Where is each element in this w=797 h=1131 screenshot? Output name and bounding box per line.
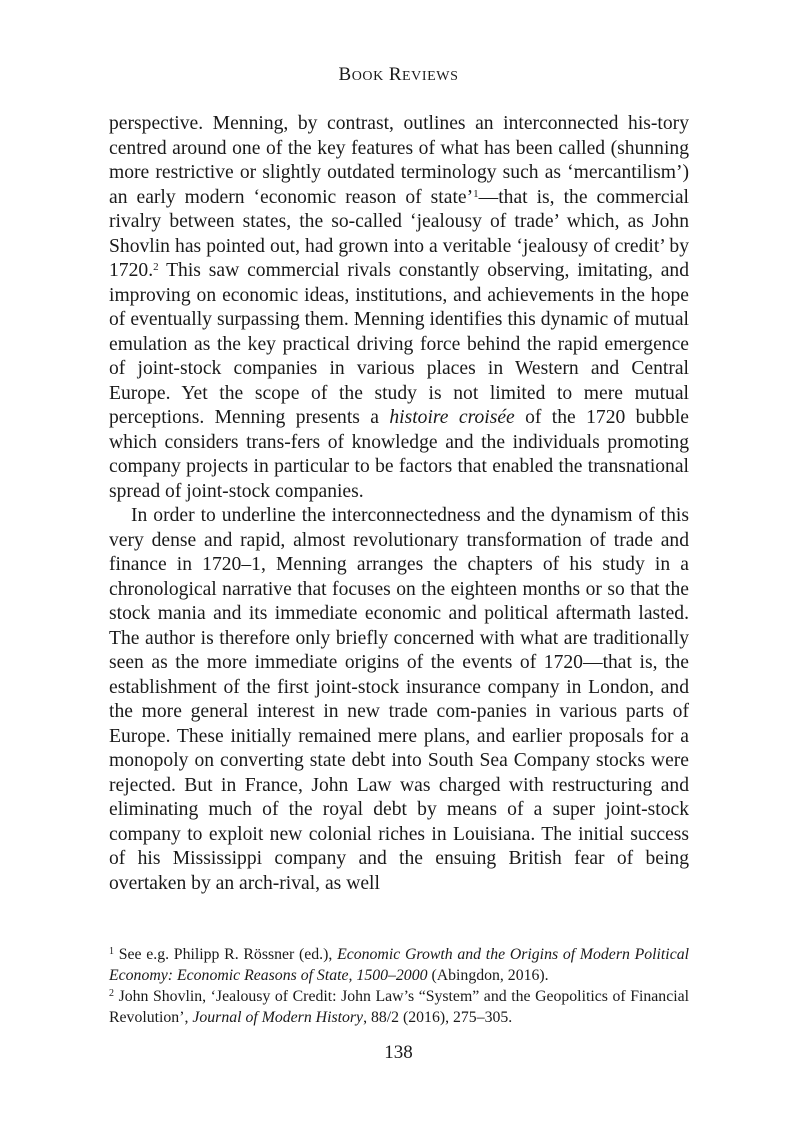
footnotes	[109, 944, 689, 1028]
footnote-number: 2	[109, 988, 114, 999]
running-head-rest: EVIEWS	[402, 69, 459, 84]
paragraph-text: of the 1720 bubble which considers trans-fers of knowledge and the individuals promoting company projects in particular to be factors that enabled the transnational spread of joint-stock companies.	[109, 407, 689, 502]
footnote-text: See e.g. Philipp R. Rössner (ed.),	[114, 946, 338, 963]
paragraph-1	[109, 112, 689, 504]
footnote-2	[109, 986, 689, 1028]
footnote-title: Economic Growth and the Origins of Modern Political Economy: Economic Reasons of State, 1500–2000	[109, 946, 689, 984]
footnote-ref-1: 1	[473, 187, 479, 200]
page-number: 138	[384, 1042, 413, 1063]
paragraph-text: perspective. Menning, by contrast, outlines an interconnected his-tory centred around one of the key features of what has been called (shunning more restrictive or slightly outdated terminology such as ‘mercantilism’) an early modern ‘economic reason of state’	[109, 113, 689, 208]
body-text	[109, 112, 689, 896]
footnote-number: 1	[109, 946, 114, 957]
running-head-rest: OOK	[351, 69, 384, 84]
running-head-initial: B	[338, 64, 352, 85]
footnote-text: , 88/2 (2016), 275–305.	[363, 1009, 513, 1026]
paragraph-text: —that is, the commercial rivalry between states, the so-called ‘jealousy of trade’ which, as John Shovlin has pointed out, had grown into a veritable ‘jealousy of credit’ by 1720.	[109, 186, 689, 281]
footnote-ref-2: 2	[153, 261, 159, 273]
footnote-text: (Abingdon, 2016).	[427, 967, 549, 984]
footnote-title: Journal of Modern History	[192, 1009, 364, 1026]
running-head-initial: R	[388, 64, 403, 85]
italic-term: histoire croisée	[389, 407, 515, 428]
paragraph-2: In order to underline the interconnectedness and the dynamism of this very dense and rapid, almost revolutionary transformation of trade and finance in 1720–1, Menning arranges the chapters of his study in a chronological narrative that focuses on the eighteen months or so that the stock mania and its immediate economic and political aftermath lasted. The author is therefore only briefly concerned with what are traditionally seen as the more immediate origins of the events of 1720—that is, the establishment of the first joint-stock insurance company in London, and the more general interest in new trade com-panies in various parts of Europe. These initially remained mere plans, and earlier proposals for a monopoly on converting state debt into South Sea Company stocks were rejected. But in France, John Law was charged with restructuring and eliminating much of the royal debt by means of a super joint-stock company to exploit new colonial riches in Louisiana. The initial success of his Mississippi company and the ensuing British fear of being overtaken by an arch-rival, as well	[109, 505, 689, 894]
paragraph-text: This saw commercial rivals constantly observing, imitating, and improving on economic ideas, institutions, and achievements in the hope of eventually surpassing them. Menning identifies this dynamic of mutual emulation as the key practical driving force behind the rapid emergence of joint-stock companies in various places in Western and Central Europe. Yet the scope of the study is not limited to mere mutual perceptions. Menning presents a	[109, 260, 689, 428]
running-head	[0, 64, 797, 86]
footnote-text: John Shovlin, ‘Jealousy of Credit: John Law’s “System” and the Geopolitics of Financial Revolution’,	[109, 988, 689, 1026]
footnote-1	[109, 944, 689, 986]
